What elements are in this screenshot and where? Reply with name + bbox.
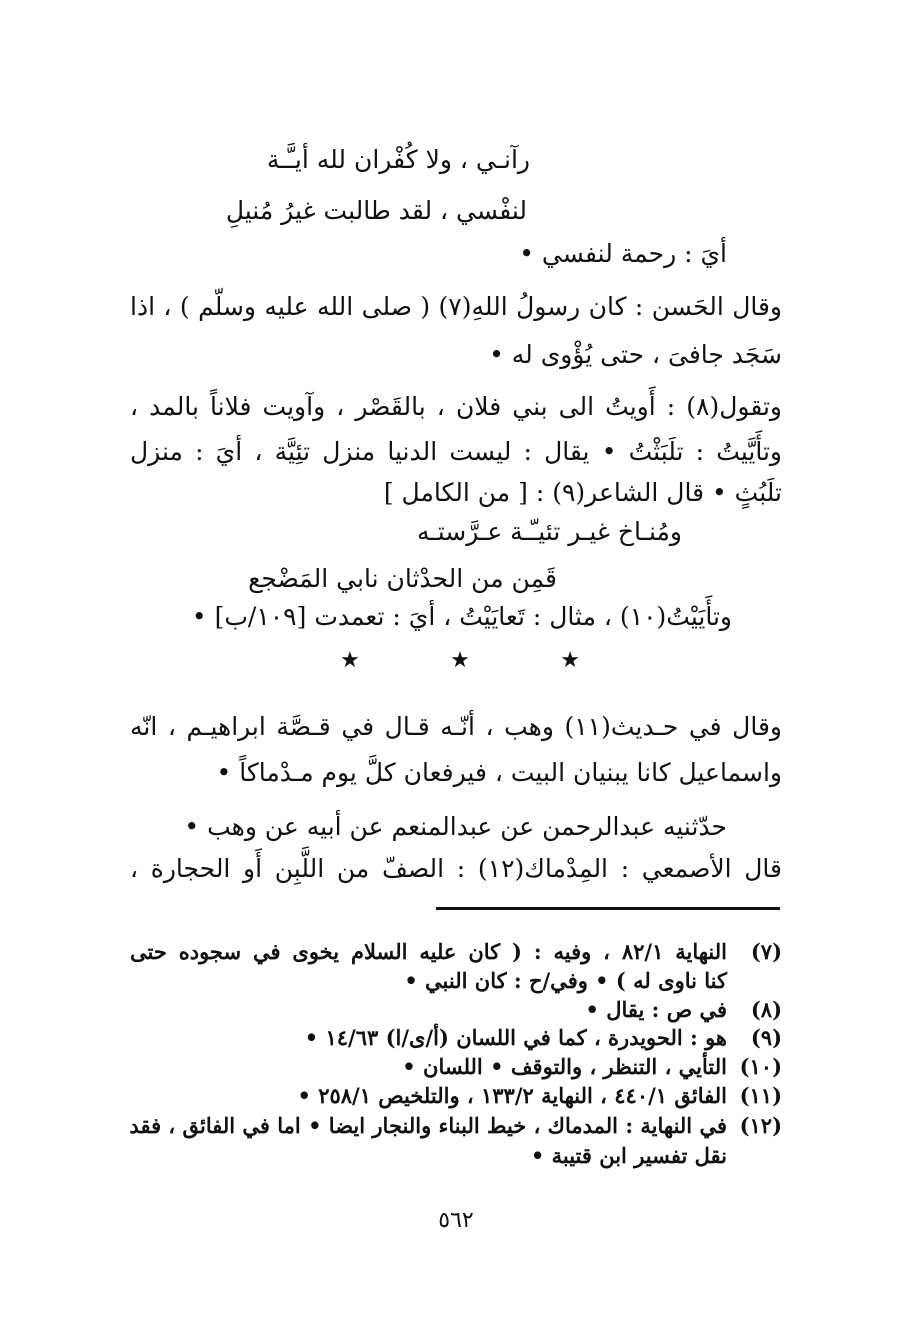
body-line-4: وقال الحَسن : كان رسولُ اللهِ(٧) ( صلى الله عليه وسلّم ) ، اذا [130,292,782,321]
body-line-13: واسماعيل كانا يبنيان البيت ، فيرفعان كلَّ يوم مـدْماكاً • [216,758,782,787]
footnote-rule [436,907,780,910]
body-line-12: وقال في حـديث(١١) وهب ، أنّـه قـال في قـصَّة ابراهيـم ، انّه [130,712,782,741]
body-line-6: وتقول(٨) : أَويتُ الى بني فلان ، بالقَصْر ، وآويت فلاناً بالمد ، [130,392,782,421]
section-divider-stars [340,648,580,673]
body-line-15: قال الأصمعي : المِدْماك(١٢) : الصفّ من اللَّبِن أَو الحجارة ، [130,854,782,883]
body-line-11: وتأَيَيْتُ(١٠) ، مثال : تَعايَيْتُ ، أيَ : تعمدت [١٠٩/ب] • [191,602,732,631]
footnote-number: (٧) [750,939,782,964]
footnote-8 [130,996,782,1024]
footnote-text: في ص : يقال • [585,997,727,1022]
body-line-8: تلَبُثٍ • قال الشاعر(٩) : [ من الكامل ] [383,478,782,507]
footnote-11 [130,1082,782,1110]
poem-line-2: قَمِن من الحدْثان نابي المَضْجع [248,564,557,593]
footnote-12-continuation: نقل تفسير ابن قتيبة • [530,1143,727,1168]
page-number: ٥٦٢ [438,1208,474,1233]
footnote-number: (١٠) [739,1054,782,1079]
verse-line-1: رآنـي ، ولا كُفْران لله أيـَّـة [266,145,530,174]
footnote-number: (٨) [750,997,782,1022]
footnote-text: التأيي ، التنظر ، والتوقف • اللسان • [402,1054,727,1079]
body-line-7: وتأَيَّيتُ : تلَبَثْتُ • يقال : ليست الدنيا منزل تئِيَّة ، أيَ : منزل [130,437,782,466]
poem-line-1: ومُنـاخ غيـر تئيـّـة عـرَّستـه [416,517,682,546]
footnote-10 [130,1053,782,1081]
footnote-number: (١٢) [739,1113,782,1138]
footnote-number: (١١) [739,1083,782,1108]
footnote-text: في النهاية : المدماك ، خيط البناء والنجار ايضا • اما في الفائق ، فقد [129,1113,727,1138]
footnote-7 [130,938,782,966]
footnote-text: هو : الحويدرة ، كما في اللسان (أ/ى/ا) ١٤/٦٣ • [304,1025,727,1050]
footnote-9 [130,1024,782,1052]
verse-line-2: لنفْسي ، لقد طالبت غيرُ مُنيلِ [225,196,527,225]
star-icon: ★ [340,648,360,673]
body-line-5: سَجَد جافىَ ، حتى يُؤْوى له • [489,340,782,369]
gloss-line: أيَ : رحمة لنفسي • [519,239,727,268]
footnote-text: الفائق ٤٤٠/١ ، النهاية ١٣٣/٢ ، والتلخيص ٢٥٨/١ • [297,1083,727,1108]
body-line-14: حدّثنيه عبدالرحمن عن عبدالمنعم عن أبيه عن وهب • [184,812,727,841]
footnote-12 [130,1112,782,1140]
star-icon: ★ [450,648,470,673]
footnote-number: (٩) [750,1025,782,1050]
footnote-text: النهاية ٨٢/١ ، وفيه : ( كان عليه السلام يخوى في سجوده حتى [130,939,728,964]
footnote-7-continuation: كنا ناوى له ) • وفي/ح : كان النبي • [404,968,727,993]
star-icon: ★ [560,648,580,673]
